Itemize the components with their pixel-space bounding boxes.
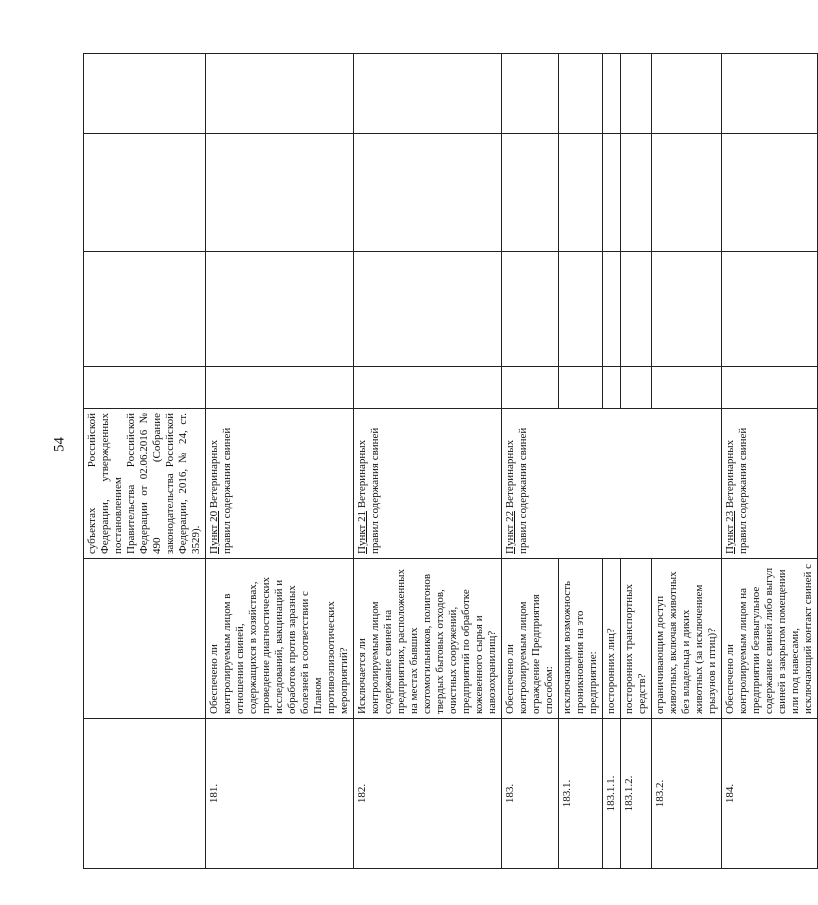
answer-no-cell	[84, 252, 206, 367]
row-number: 184.	[722, 719, 818, 869]
answer-no-cell[interactable]	[652, 252, 722, 367]
question-text: Обеспечено ли контролируемым лицом на предприятии безвыгульное содержание свиней либо выгул свиней в закрытом помещении или под навесами, исключающий контакт свиней с	[722, 559, 818, 719]
answer-yes-cell[interactable]	[722, 367, 818, 409]
row-number: 183.	[502, 719, 559, 869]
legal-basis-cell	[502, 409, 722, 559]
answer-na-cell[interactable]	[621, 134, 652, 252]
question-text: Исключается ли контролируемым лицом содержание свиней на предприятиях, расположенных на местах бывших скотомогильников, полигонов твердых бытовых отходов, очистных сооружений, предприятий по обработке кожевенного сырья и навозохранилищ?	[354, 559, 502, 719]
note-cell[interactable]	[559, 54, 603, 134]
num-cell	[84, 719, 206, 869]
answer-yes-cell[interactable]	[621, 367, 652, 409]
question-text: посторонних транспортных средств?	[621, 559, 652, 719]
table-row	[354, 54, 502, 869]
legal-ref-text: Ветеринарных правил содержания свиней	[724, 427, 749, 554]
row-number: 183.1.1.	[603, 719, 621, 869]
question-text: ограничивающим доступ животных, включая животных без владельца и диких животных (за исключением грызунов и птиц)?	[652, 559, 722, 719]
answer-na-cell[interactable]	[502, 134, 559, 252]
answer-yes-cell[interactable]	[502, 367, 559, 409]
answer-na-cell[interactable]	[652, 134, 722, 252]
row-number: 183.1.2.	[621, 719, 652, 869]
legal-ref-link[interactable]: Пункт 22	[504, 510, 516, 554]
question-text: исключающим возможность проникновения на это предприятие:	[559, 559, 603, 719]
question-cell	[84, 559, 206, 719]
note-cell	[84, 54, 206, 134]
answer-yes-cell[interactable]	[206, 367, 354, 409]
legal-basis-cell	[354, 409, 502, 559]
answer-na-cell[interactable]	[354, 134, 502, 252]
note-cell[interactable]	[652, 54, 722, 134]
legal-basis-cell	[206, 409, 354, 559]
answer-yes-cell[interactable]	[559, 367, 603, 409]
answer-yes-cell[interactable]	[354, 367, 502, 409]
answer-yes-cell[interactable]	[603, 367, 621, 409]
legal-ref-link[interactable]: Пункт 23	[724, 510, 736, 554]
legal-ref-text: Ветеринарных правил содержания свиней	[356, 427, 381, 554]
answer-no-cell[interactable]	[559, 252, 603, 367]
note-cell[interactable]	[206, 54, 354, 134]
answer-na-cell	[84, 134, 206, 252]
note-cell[interactable]	[603, 54, 621, 134]
row-number: 181.	[206, 719, 354, 869]
table-row	[206, 54, 354, 869]
legal-ref-link[interactable]: Пункт 21	[356, 510, 368, 554]
row-number: 183.1.	[559, 719, 603, 869]
question-text: Обеспечено ли контролируемым лицом ограждение Предприятия способом:	[502, 559, 559, 719]
note-cell[interactable]	[502, 54, 559, 134]
answer-yes-cell	[84, 367, 206, 409]
answer-no-cell[interactable]	[603, 252, 621, 367]
answer-na-cell[interactable]	[722, 134, 818, 252]
note-cell[interactable]	[621, 54, 652, 134]
checklist-table-container	[83, 54, 814, 869]
legal-ref-link[interactable]: Пункт 20	[208, 510, 220, 554]
legal-ref-text: Ветеринарных правил содержания свиней	[208, 427, 233, 554]
table-row	[502, 54, 559, 869]
answer-no-cell[interactable]	[354, 252, 502, 367]
table-row	[722, 54, 818, 869]
answer-no-cell[interactable]	[722, 252, 818, 367]
legal-basis-cell: субъектах Российской Федерации, утвержденных постановлением Правительства Российской Федерации от 02.06.2016 № 490 (Собрание законодательства Российской Федерации, 2016, № 24, ст. 3529).	[84, 409, 206, 559]
legal-basis-cell	[722, 409, 818, 559]
answer-no-cell[interactable]	[502, 252, 559, 367]
question-text: Обеспечено ли контролируемым лицом в отношении свиней, содержащихся в хозяйствах, проведение диагностических исследований, вакцинаций и обработок против заразных болезней в соответствии с Планом противоэпизоотических мероприятий?	[206, 559, 354, 719]
row-number: 183.2.	[652, 719, 722, 869]
legal-ref-text: Ветеринарных правил содержания свиней	[504, 427, 529, 554]
page-number: 54	[51, 437, 68, 452]
note-cell[interactable]	[722, 54, 818, 134]
question-text: посторонних лиц?	[603, 559, 621, 719]
answer-no-cell[interactable]	[206, 252, 354, 367]
answer-na-cell[interactable]	[603, 134, 621, 252]
checklist-table	[83, 53, 818, 869]
row-number: 182.	[354, 719, 502, 869]
note-cell[interactable]	[354, 54, 502, 134]
answer-no-cell[interactable]	[621, 252, 652, 367]
answer-na-cell[interactable]	[206, 134, 354, 252]
answer-yes-cell[interactable]	[652, 367, 722, 409]
answer-na-cell[interactable]	[559, 134, 603, 252]
table-row	[84, 54, 206, 869]
